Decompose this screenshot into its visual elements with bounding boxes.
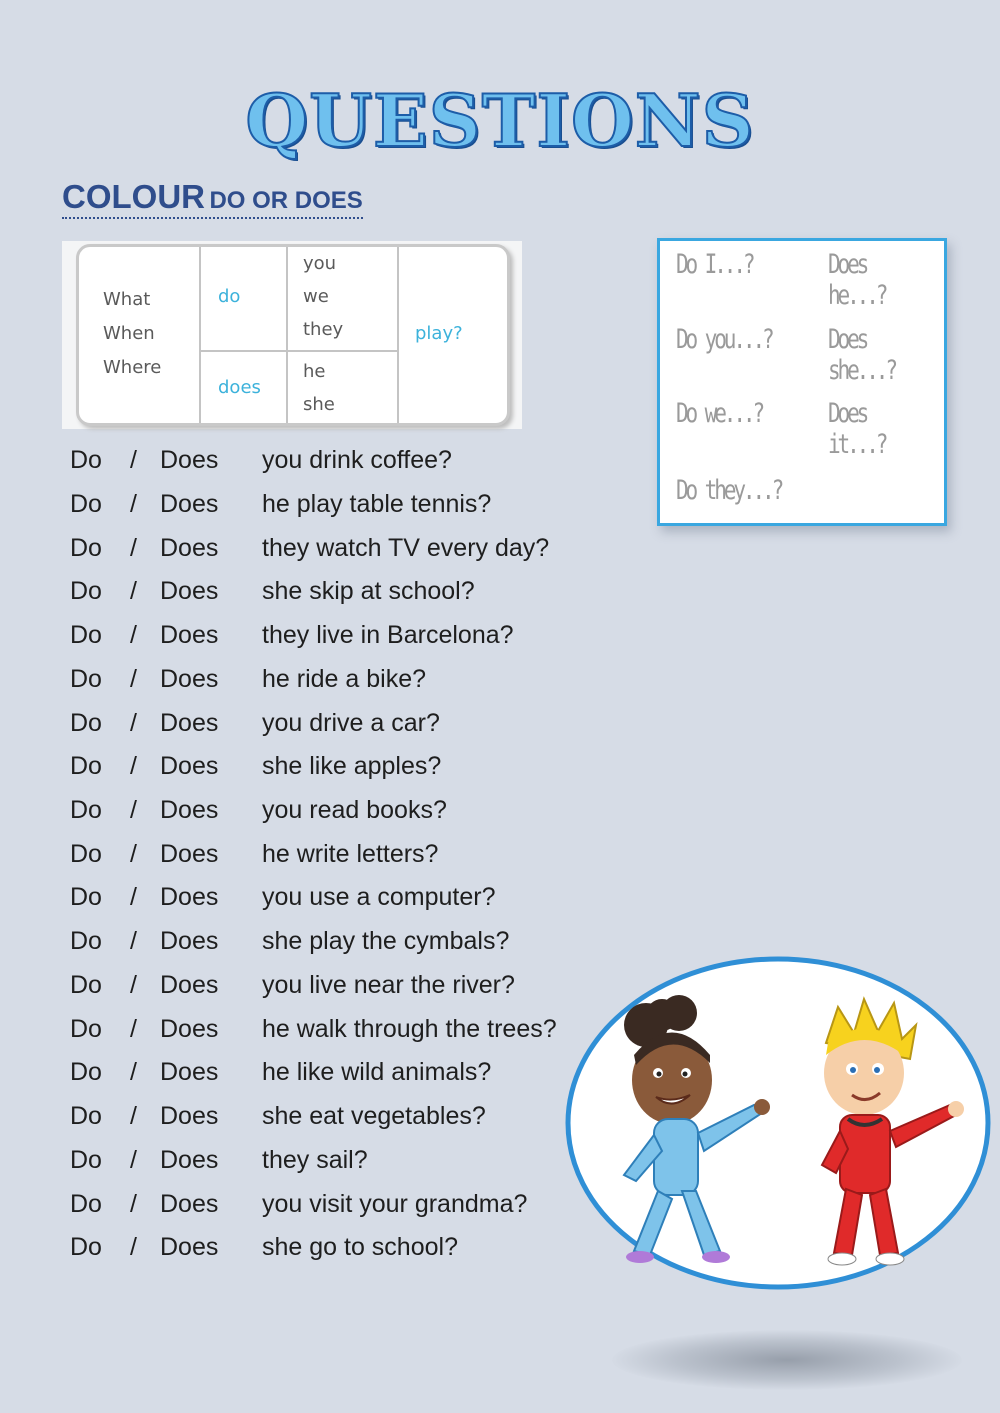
- question-text: he ride a bike?: [262, 665, 427, 693]
- does-form: Does it...?: [828, 398, 886, 460]
- does-form: Does he...?: [828, 249, 886, 311]
- subject: he: [303, 361, 326, 382]
- option-do[interactable]: Do: [70, 1058, 102, 1086]
- option-does[interactable]: Does: [160, 1102, 219, 1130]
- question-text: you drink coffee?: [262, 446, 452, 474]
- question-text: he walk through the trees?: [262, 1015, 557, 1043]
- question-text: he like wild animals?: [262, 1058, 492, 1086]
- question-text: they sail?: [262, 1146, 368, 1174]
- question-text: you visit your grandma?: [262, 1190, 528, 1218]
- question-text: they watch TV every day?: [262, 534, 550, 562]
- option-separator: /: [130, 796, 137, 824]
- table-divider: [200, 350, 398, 352]
- option-does[interactable]: Does: [160, 621, 219, 649]
- table-divider: [199, 247, 201, 423]
- option-do[interactable]: Do: [70, 534, 102, 562]
- option-separator: /: [130, 971, 137, 999]
- option-do[interactable]: Do: [70, 490, 102, 518]
- option-does[interactable]: Does: [160, 1233, 219, 1261]
- question-text: she like apples?: [262, 752, 442, 780]
- question-text: she eat vegetables?: [262, 1102, 486, 1130]
- option-does[interactable]: Does: [160, 709, 219, 737]
- grammar-table-frame: [76, 244, 510, 426]
- option-do[interactable]: Do: [70, 621, 102, 649]
- wh-word: Where: [103, 357, 162, 378]
- wh-word: When: [103, 323, 155, 344]
- aux-do: do: [218, 286, 241, 307]
- option-separator: /: [130, 490, 137, 518]
- option-separator: /: [130, 840, 137, 868]
- option-does[interactable]: Does: [160, 752, 219, 780]
- question-text: you use a computer?: [262, 883, 496, 911]
- grammar-table: [62, 241, 522, 429]
- option-does[interactable]: Does: [160, 1015, 219, 1043]
- option-separator: /: [130, 1233, 137, 1261]
- question-text: you read books?: [262, 796, 447, 824]
- option-do[interactable]: Do: [70, 446, 102, 474]
- option-do[interactable]: Do: [70, 1102, 102, 1130]
- option-do[interactable]: Do: [70, 752, 102, 780]
- wh-word: What: [103, 289, 151, 310]
- option-separator: /: [130, 883, 137, 911]
- option-does[interactable]: Does: [160, 1058, 219, 1086]
- subject: they: [303, 319, 344, 340]
- option-does[interactable]: Does: [160, 796, 219, 824]
- option-does[interactable]: Does: [160, 1146, 219, 1174]
- question-text: you live near the river?: [262, 971, 515, 999]
- do-form: Do you...?: [676, 324, 772, 355]
- option-do[interactable]: Do: [70, 840, 102, 868]
- aux-does: does: [218, 377, 261, 398]
- does-form: Does she...?: [828, 324, 895, 386]
- do-does-forms-box: [657, 238, 947, 526]
- option-do[interactable]: Do: [70, 1015, 102, 1043]
- option-does[interactable]: Does: [160, 577, 219, 605]
- option-does[interactable]: Does: [160, 1190, 219, 1218]
- subject: we: [303, 286, 329, 307]
- option-does[interactable]: Does: [160, 490, 219, 518]
- option-does[interactable]: Does: [160, 534, 219, 562]
- option-separator: /: [130, 927, 137, 955]
- kids-illustration: [564, 955, 994, 1297]
- option-separator: /: [130, 446, 137, 474]
- question-text: they live in Barcelona?: [262, 621, 514, 649]
- option-separator: /: [130, 1146, 137, 1174]
- subject: you: [303, 253, 337, 274]
- option-separator: /: [130, 1058, 137, 1086]
- option-separator: /: [130, 665, 137, 693]
- option-does[interactable]: Does: [160, 883, 219, 911]
- option-separator: /: [130, 1015, 137, 1043]
- option-separator: /: [130, 1190, 137, 1218]
- option-do[interactable]: Do: [70, 577, 102, 605]
- question-text: you drive a car?: [262, 709, 440, 737]
- option-separator: /: [130, 621, 137, 649]
- option-do[interactable]: Do: [70, 665, 102, 693]
- option-separator: /: [130, 1102, 137, 1130]
- instruction-heading-sub: DO OR DOES: [209, 187, 363, 214]
- question-text: he play table tennis?: [262, 490, 492, 518]
- question-text: she skip at school?: [262, 577, 475, 605]
- table-divider: [397, 247, 399, 423]
- option-do[interactable]: Do: [70, 1146, 102, 1174]
- option-do[interactable]: Do: [70, 971, 102, 999]
- do-form: Do I...?: [676, 249, 753, 280]
- instruction-heading-main: COLOUR: [62, 178, 205, 215]
- option-does[interactable]: Does: [160, 840, 219, 868]
- do-form: Do we...?: [676, 398, 763, 429]
- option-do[interactable]: Do: [70, 927, 102, 955]
- option-separator: /: [130, 709, 137, 737]
- question-text: she play the cymbals?: [262, 927, 510, 955]
- option-do[interactable]: Do: [70, 1233, 102, 1261]
- option-separator: /: [130, 752, 137, 780]
- option-separator: /: [130, 534, 137, 562]
- floor-shadow: [612, 1330, 962, 1390]
- table-divider: [286, 247, 288, 423]
- option-do[interactable]: Do: [70, 796, 102, 824]
- verb: play?: [415, 323, 463, 344]
- option-does[interactable]: Does: [160, 446, 219, 474]
- option-do[interactable]: Do: [70, 1190, 102, 1218]
- option-do[interactable]: Do: [70, 883, 102, 911]
- option-does[interactable]: Does: [160, 665, 219, 693]
- instruction-heading: [62, 178, 363, 219]
- option-do[interactable]: Do: [70, 709, 102, 737]
- option-does[interactable]: Does: [160, 927, 219, 955]
- option-does[interactable]: Does: [160, 971, 219, 999]
- question-text: she go to school?: [262, 1233, 458, 1261]
- subject: she: [303, 394, 335, 415]
- option-separator: /: [130, 577, 137, 605]
- do-form: Do they...?: [676, 475, 782, 506]
- page-title: QUESTIONS: [245, 78, 755, 163]
- question-text: he write letters?: [262, 840, 439, 868]
